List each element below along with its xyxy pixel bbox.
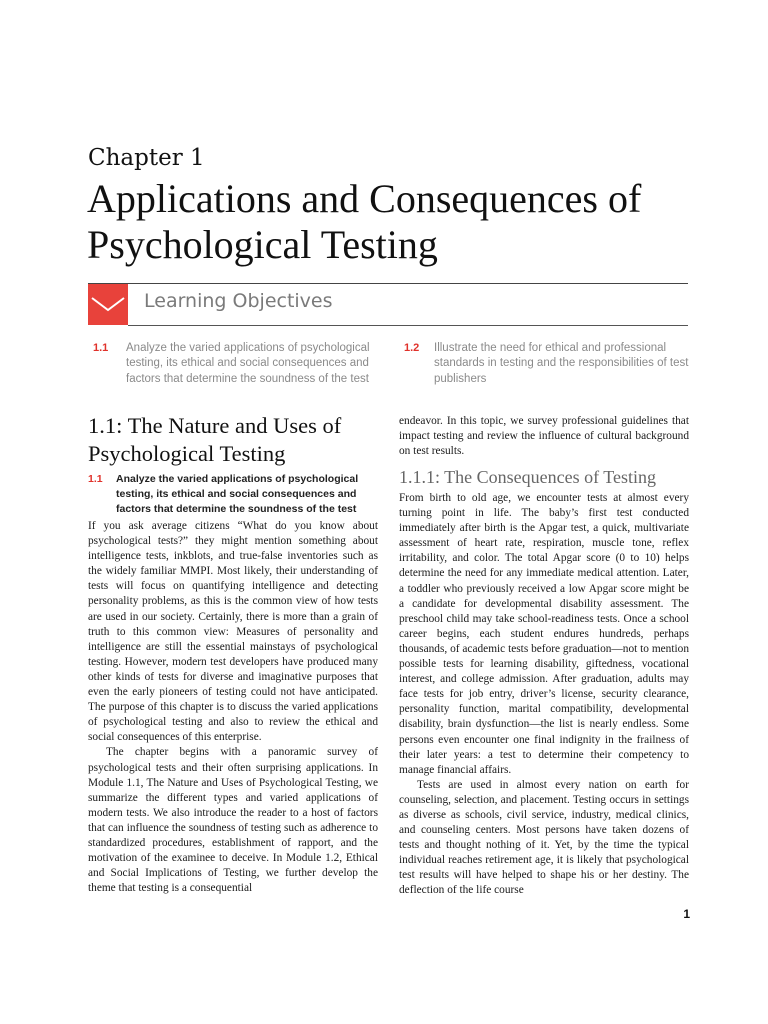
body-paragraph: endeavor. In this topic, we survey professional guidelines that impact testing and review the influence of cultural background on test results.	[399, 415, 689, 458]
objectives-top-rule	[88, 283, 688, 284]
page-number: 1	[683, 907, 690, 921]
subsection-heading: 1.1.1: The Consequences of Testing	[399, 467, 657, 487]
right-column	[399, 491, 689, 899]
left-column	[88, 519, 378, 896]
body-paragraph: If you ask average citizens “What do you know about psychological tests?” they might mention something about intelligence tests, inkblots, and true-false inventories such as the widely familiar MMPI. Most likely, their understanding of tests will focus on quantifying intelligence and detecting personality problems, as this is the common view of how tests are used in our society. Certainly, there is more than a grain of truth to this common view: Measures of personality and intelligence are still the essential mainstays of psychological testing. However, modern test developers have produced many other kinds of tests for diverse and imaginative purposes that even the early pioneers of testing could not have anticipated. The purpose of this chapter is to discuss the varied applications of psychological testing and also to review the ethical and social consequences of this enterprise.	[88, 520, 378, 744]
chapter-label: Chapter 1	[88, 145, 205, 171]
objective-number: 1.1	[93, 342, 109, 354]
body-paragraph: Tests are used in almost every nation on earth for counseling, selection, and placement. Testing occurs in settings as diverse as schools, civil service, industry, medical clinics, and counseling centers. Most persons have taken dozens of tests and thought nothing of it. Yet, by the time the typical individual reaches retirement age, it is likely that psychological test results will have helped to shape his or her destiny. The deflection of the life course	[399, 778, 689, 897]
objective-text: Analyze the varied applications of psychological testing, its ethical and social consequences and factors that determine the soundness of the test	[126, 342, 370, 385]
objective-number: 1.2	[404, 342, 420, 354]
body-paragraph: From birth to old age, we encounter tests at almost every turning point in life. The baby’s first test conducted immediately after birth is the Apgar test, a quick, multivariate assessment of heart rate, respiration, muscle tone, reflex irritability, and color. The total Apgar score (0 to 10) helps determine the need for any immediate medical attention. Later, a toddler who previously received a low Apgar score might be a candidate for developmental disability assessment. The preschool child may take school-readiness tests. Once a school career begins, each student endures hundreds, perhaps thousands, of academic tests before graduation—not to mention possible tests for learning disability, giftedness, vocational interest, and college admission. After graduation, adults may face tests for job entry, driver’s license, security clearance, personality function, marital compatibility, developmental disability, brain dysfunction—the list is nearly endless. Some persons even encounter one final indignity in the frailness of their later years: a test to determine their competency to manage financial affairs.	[399, 492, 689, 776]
objective-text: Illustrate the need for ethical and professional standards in testing and the responsibilities of test publishers	[434, 342, 689, 385]
section-objective-text: Analyze the varied applications of psychological testing, its ethical and social consequences and factors that determine the soundness of the test	[116, 473, 359, 515]
body-paragraph: The chapter begins with a panoramic survey of psychological tests and their often surprising applications. In Module 1.1, The Nature and Uses of Psychological Testing, we summarize the different types and varied applications of modern tests. We also introduce the reader to a host of factors that can influence the soundness of testing such as adherence to standardized procedures, establishment of rapport, and the motivation of the examinee to deceive. In Module 1.2, Ethical and Social Implications of Testing, we further develop the theme that testing is a consequential	[88, 746, 378, 895]
chevron-down-icon	[88, 284, 128, 325]
objectives-title: Learning Objectives	[144, 290, 333, 312]
right-column-continuation	[399, 414, 689, 459]
section-heading: 1.1: The Nature and Uses of Psychological Testing	[88, 413, 342, 466]
section-objective-number: 1.1	[88, 473, 103, 485]
objectives-badge	[88, 284, 128, 325]
objectives-bottom-rule	[128, 325, 688, 326]
chapter-title: Applications and Consequences of Psychological Testing	[87, 176, 642, 267]
